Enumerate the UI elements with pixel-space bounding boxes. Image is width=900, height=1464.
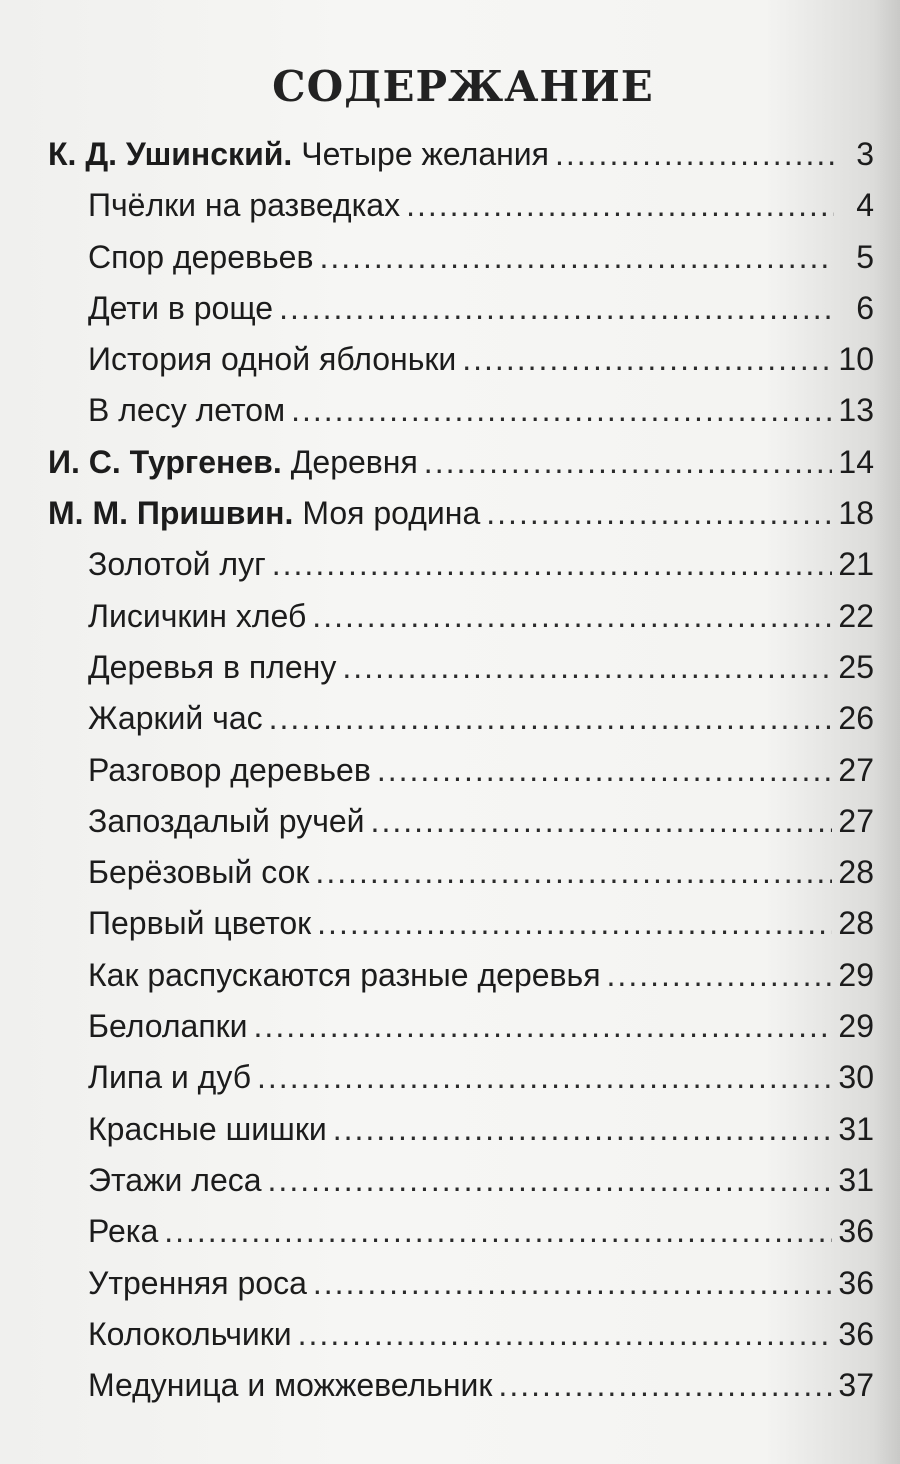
toc-entry <box>48 1309 874 1360</box>
dot-leader <box>313 1258 833 1309</box>
toc-entry <box>48 334 874 385</box>
toc-entry-title: Первый цветок <box>88 905 312 942</box>
toc-entry-author: К. Д. Ушинский. <box>48 136 293 172</box>
dot-leader <box>279 283 834 334</box>
toc-entry-page-number: 27 <box>838 751 874 788</box>
toc-entry <box>48 129 874 180</box>
dot-leader <box>555 129 834 180</box>
dot-leader <box>371 796 833 847</box>
toc-entry-title: В лесу летом <box>88 392 286 429</box>
toc-entry-page-number: 21 <box>838 546 874 583</box>
dot-leader <box>257 1052 832 1103</box>
toc-entry-page-number: 30 <box>838 1059 874 1096</box>
toc-entry <box>48 1104 874 1155</box>
dot-leader <box>272 539 833 590</box>
toc-entry <box>48 539 874 590</box>
toc-entry-title: Лисичкин хлеб <box>88 597 307 634</box>
toc-entry <box>48 745 874 796</box>
toc-entry <box>48 488 874 539</box>
dot-leader <box>377 745 833 796</box>
dot-leader <box>424 437 833 488</box>
dot-leader <box>291 385 832 436</box>
toc-entry-title: Белолапки <box>88 1008 248 1045</box>
toc-entry-page-number: 28 <box>838 854 874 891</box>
toc-entry <box>48 642 874 693</box>
page-title: СОДЕРЖАНИЕ <box>272 62 654 112</box>
toc-entry-title: Река <box>88 1213 159 1250</box>
toc-entry-title: Красные шишки <box>88 1110 327 1147</box>
toc-entry-author: И. С. Тургенев. <box>48 443 282 480</box>
toc-entry-author: М. М. Пришвин. <box>48 495 294 532</box>
toc-entry-title: Этажи леса <box>88 1161 262 1198</box>
toc-entry-page-number: 36 <box>838 1315 874 1352</box>
dot-leader <box>406 180 834 231</box>
toc-entry <box>48 437 874 488</box>
toc-entry <box>48 591 874 642</box>
toc-entry-page-number: 31 <box>838 1161 874 1198</box>
dot-leader <box>486 488 832 539</box>
toc-entry <box>48 1052 874 1103</box>
toc-entry-page-number: 36 <box>838 1264 874 1301</box>
toc-entry <box>48 180 874 231</box>
dot-leader <box>498 1360 832 1411</box>
toc-entry-page-number: 14 <box>838 443 874 480</box>
toc-entry-title: Жаркий час <box>88 700 263 737</box>
dot-leader <box>333 1104 833 1155</box>
dot-leader <box>164 1206 832 1257</box>
toc-entry-page-number: 10 <box>838 341 874 378</box>
toc-entry <box>48 898 874 949</box>
dot-leader <box>298 1309 833 1360</box>
toc-entry <box>48 693 874 744</box>
toc-entry-page-number: 13 <box>838 392 874 429</box>
toc-entry-title: Липа и дуб <box>88 1059 252 1096</box>
toc-entry-title: Деревня <box>290 443 418 480</box>
toc-entry-page-number: 22 <box>838 597 874 634</box>
toc-entry-page-number: 29 <box>838 956 874 993</box>
table-of-contents <box>48 129 874 1411</box>
toc-entry-page-number: 37 <box>838 1367 874 1404</box>
toc-entry-title: Берёзовый сок <box>88 854 310 891</box>
dot-leader <box>342 642 832 693</box>
dot-leader <box>254 1001 833 1052</box>
toc-entry-page-number: 18 <box>838 495 874 532</box>
toc-entry-title: Колокольчики <box>88 1315 292 1352</box>
toc-entry-title: Утренняя роса <box>88 1264 307 1301</box>
toc-entry <box>48 1155 874 1206</box>
toc-entry-page-number: 25 <box>838 648 874 685</box>
toc-entry-title: Запоздалый ручей <box>88 802 365 839</box>
toc-entry <box>48 385 874 436</box>
dot-leader <box>315 847 832 898</box>
toc-entry-title: Как распускаются разные деревья <box>88 956 601 993</box>
toc-entry <box>48 950 874 1001</box>
toc-entry-page-number: 36 <box>838 1213 874 1250</box>
toc-entry <box>48 1001 874 1052</box>
toc-entry-page-number: 26 <box>838 700 874 737</box>
toc-entry <box>48 847 874 898</box>
dot-leader <box>312 591 832 642</box>
toc-entry <box>48 1206 874 1257</box>
toc-entry-page-number: 29 <box>838 1008 874 1045</box>
toc-entry-title: Медуница и можжевельник <box>88 1367 493 1404</box>
dot-leader <box>319 232 834 283</box>
dot-leader <box>607 950 833 1001</box>
toc-entry <box>48 1258 874 1309</box>
toc-entry-page-number: 31 <box>838 1110 874 1147</box>
toc-entry-title: Моя родина <box>302 495 481 532</box>
toc-entry-page-number: 27 <box>838 802 874 839</box>
dot-leader <box>462 334 832 385</box>
toc-entry <box>48 796 874 847</box>
toc-entry-page-number: 6 <box>856 289 874 326</box>
toc-entry-page-number: 3 <box>856 136 874 172</box>
toc-entry-title: Спор деревьев <box>88 238 314 275</box>
toc-entry-title: Дети в роще <box>88 289 274 326</box>
toc-entry <box>48 1360 874 1411</box>
toc-entry-page-number: 5 <box>856 238 874 275</box>
toc-entry-title: Пчёлки на разведках <box>88 187 401 224</box>
toc-entry-title: Разговор деревьев <box>88 751 371 788</box>
toc-entry-page-number: 4 <box>856 187 874 224</box>
toc-entry-title: Четыре желания <box>301 136 549 172</box>
dot-leader <box>317 898 832 949</box>
dot-leader <box>269 693 833 744</box>
toc-entry <box>48 232 874 283</box>
toc-entry <box>48 283 874 334</box>
toc-entry-page-number: 28 <box>838 905 874 942</box>
toc-entry-title: Деревья в плену <box>88 648 337 685</box>
toc-entry-title: Золотой луг <box>88 546 266 583</box>
toc-entry-title: История одной яблоньки <box>88 341 457 378</box>
dot-leader <box>268 1155 833 1206</box>
